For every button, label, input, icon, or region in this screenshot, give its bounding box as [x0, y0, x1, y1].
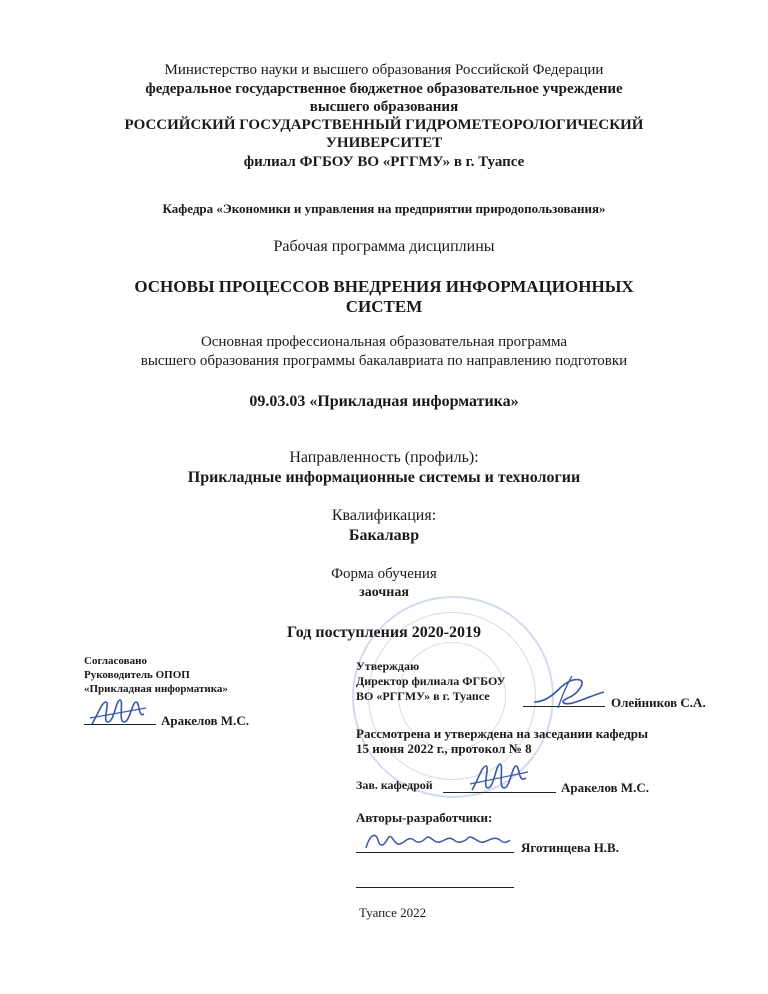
- study-form-value: заочная: [359, 585, 409, 600]
- edu-program-line1: Основная профессиональная образовательная программа: [200, 334, 568, 350]
- profile-value: Прикладные информационные системы и технологии: [187, 469, 581, 486]
- author-name: Яготинцева Н.В.: [521, 840, 619, 855]
- director-name: Олейников С.А.: [611, 695, 706, 710]
- agreed-line2: Руководитель ОПОП: [84, 669, 190, 681]
- program-label: Рабочая программа дисциплины: [273, 238, 495, 255]
- extra-signature-line: [356, 887, 514, 888]
- head-signature: [468, 760, 530, 794]
- title-line2: СИСТЕМ: [345, 297, 423, 316]
- approved-line3: ВО «РГГМУ» в г. Туапсе: [356, 689, 490, 703]
- agreed-name: Аракелов М.С.: [161, 713, 249, 728]
- reviewed-line1: Рассмотрена и утверждена на заседании кафедры: [356, 726, 649, 741]
- reviewed-line2: 15 июня 2022 г., протокол № 8: [356, 741, 532, 756]
- agreed-line3: «Прикладная информатика»: [84, 683, 228, 695]
- director-signature: [528, 672, 608, 710]
- university-line2: УНИВЕРСИТЕТ: [325, 135, 443, 151]
- approved-line1: Утверждаю: [356, 659, 420, 673]
- qualification-value: Бакалавр: [348, 527, 420, 544]
- university-line1: РОССИЙСКИЙ ГОСУДАРСТВЕННЫЙ ГИДРОМЕТЕОРОЛОГИЧЕСКИЙ: [124, 117, 644, 133]
- authors-label: Авторы-разработчики:: [356, 810, 493, 825]
- department-line: Кафедра «Экономики и управления на предприятии природопользования»: [162, 201, 606, 216]
- agreed-line1: Согласовано: [84, 655, 147, 667]
- branch-line: филиал ФГБОУ ВО «РГГМУ» в г. Туапсе: [243, 154, 525, 170]
- footer-city-year: Туапсе 2022: [359, 905, 427, 920]
- author-signature: [362, 828, 512, 854]
- admission-year: Год поступления 2020-2019: [286, 624, 482, 641]
- head-name: Аракелов М.С.: [561, 780, 649, 795]
- head-label: Зав. кафедрой: [356, 778, 433, 792]
- ministry-line: Министерство науки и высшего образования Российской Федерации: [164, 62, 604, 78]
- institution-line1: федеральное государственное бюджетное образовательное учреждение: [145, 81, 623, 97]
- study-form-label: Форма обучения: [331, 566, 437, 582]
- direction-code: 09.03.03 «Прикладная информатика»: [249, 393, 519, 410]
- profile-label: Направленность (профиль):: [289, 449, 479, 466]
- approved-line2: Директор филиала ФГБОУ: [356, 674, 506, 688]
- edu-program-line2: высшего образования программы бакалавриата по направлению подготовки: [140, 353, 628, 369]
- qualification-label: Квалификация:: [331, 507, 437, 524]
- institution-line2: высшего образования: [309, 99, 459, 115]
- agreed-signature: [88, 696, 148, 728]
- title-line1: ОСНОВЫ ПРОЦЕССОВ ВНЕДРЕНИЯ ИНФОРМАЦИОННЫХ: [134, 277, 634, 296]
